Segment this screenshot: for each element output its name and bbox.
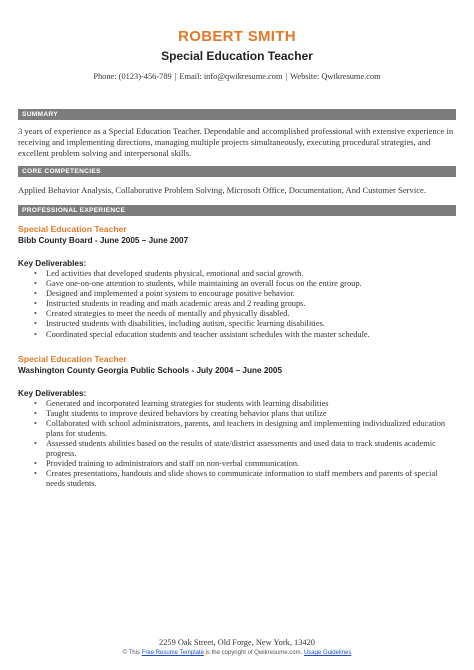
footer-credit: [0, 649, 474, 658]
list-item: • Instructed students with disabilities, including autism, specific learning disabilities.: [34, 319, 456, 329]
free-resume-template-link[interactable]: Free Resume Template: [141, 650, 204, 656]
list-item: • Assessed students abilities based on the results of state/district assessments and used data to track students academic progress.: [34, 439, 456, 459]
job-organization: Bibb County Board - June 2005 – June 2007: [18, 236, 189, 245]
key-deliverables-label: Key Deliverables:: [18, 388, 87, 398]
candidate-name: ROBERT SMITH: [178, 28, 296, 45]
list-item: • Designed and implemented a point system to encourage positive behavior.: [34, 289, 456, 299]
candidate-title: Special Education Teacher: [161, 49, 313, 63]
list-item: • Taught students to improve desired behaviors by creating behavior plans that utilize: [34, 409, 456, 419]
job-organization: Washington County Georgia Public Schools - July 2004 – June 2005: [18, 365, 283, 375]
deliverables-list: [34, 399, 456, 490]
resume-header: [0, 0, 474, 82]
competencies-text: Applied Behavior Analysis, Collaborative Problem Solving, Microsoft Office, Documentation, And Customer Service.: [18, 185, 426, 195]
list-item: • Collaborated with school administrators, parents, and teachers in designing and implementing individualized education plans for students.: [34, 419, 456, 439]
separator: |: [285, 72, 288, 81]
contact-website: Website: Qwikresume.com: [290, 72, 381, 81]
credit-middle: is the copyright of Qwikresume.com.: [205, 650, 303, 656]
contact-email: Email: info@qwikresume.com: [179, 72, 283, 81]
list-item: • Instructed students in reading and math academic areas and 2 reading groups.: [34, 299, 456, 309]
list-item: • Coordinated special education students and teacher assistant schedules with the master schedule.: [34, 330, 456, 340]
list-item: • Created strategies to meet the needs of mentally and physically disabled.: [34, 309, 456, 319]
contact-phone: Phone: (0123)-456-789: [93, 72, 172, 81]
job-entry: [0, 224, 474, 340]
job-entry: [0, 354, 474, 490]
list-item: • Gave one-on-one attention to students, while maintaining an overall focus on the entire group.: [34, 279, 456, 289]
list-item: • Provided training to administrators and staff on non-verbal communication.: [34, 459, 456, 469]
credit-prefix: © This: [122, 650, 140, 656]
job-title: Special Education Teacher: [18, 224, 127, 234]
footer-address: 2259 Oak Street, Old Forge, New York, 13420: [159, 638, 315, 647]
list-item: • Creates presentations, handouts and slide shows to communicate information to staff members and parents of special needs students.: [34, 469, 456, 489]
contact-line: [0, 72, 474, 82]
list-item: • Generated and incorporated learning strategies for students with learning disabilities: [34, 399, 456, 409]
separator: |: [174, 72, 177, 81]
resume-footer: [0, 637, 474, 658]
list-item: • Led activities that developed students physical, emotional and social growth.: [34, 269, 456, 279]
section-heading-experience: PROFESSIONAL EXPERIENCE: [18, 205, 456, 216]
section-heading-competencies: CORE COMPETENCIES: [18, 166, 456, 177]
deliverables-list: [34, 269, 456, 340]
usage-guidelines-link[interactable]: Usage Guidelines: [303, 650, 352, 656]
job-title: Special Education Teacher: [18, 353, 127, 364]
key-deliverables-label: Key Deliverables:: [18, 259, 87, 268]
section-heading-summary: SUMMARY: [18, 109, 456, 120]
summary-text: 3 years of experience as a Special Education Teacher. Dependable and accomplished professional with extensive experience in receiving and implementing directions, managing multiple projects simultaneously, executing procedural strategies, and excellent problem solving and interpersonal skills.: [18, 126, 454, 158]
